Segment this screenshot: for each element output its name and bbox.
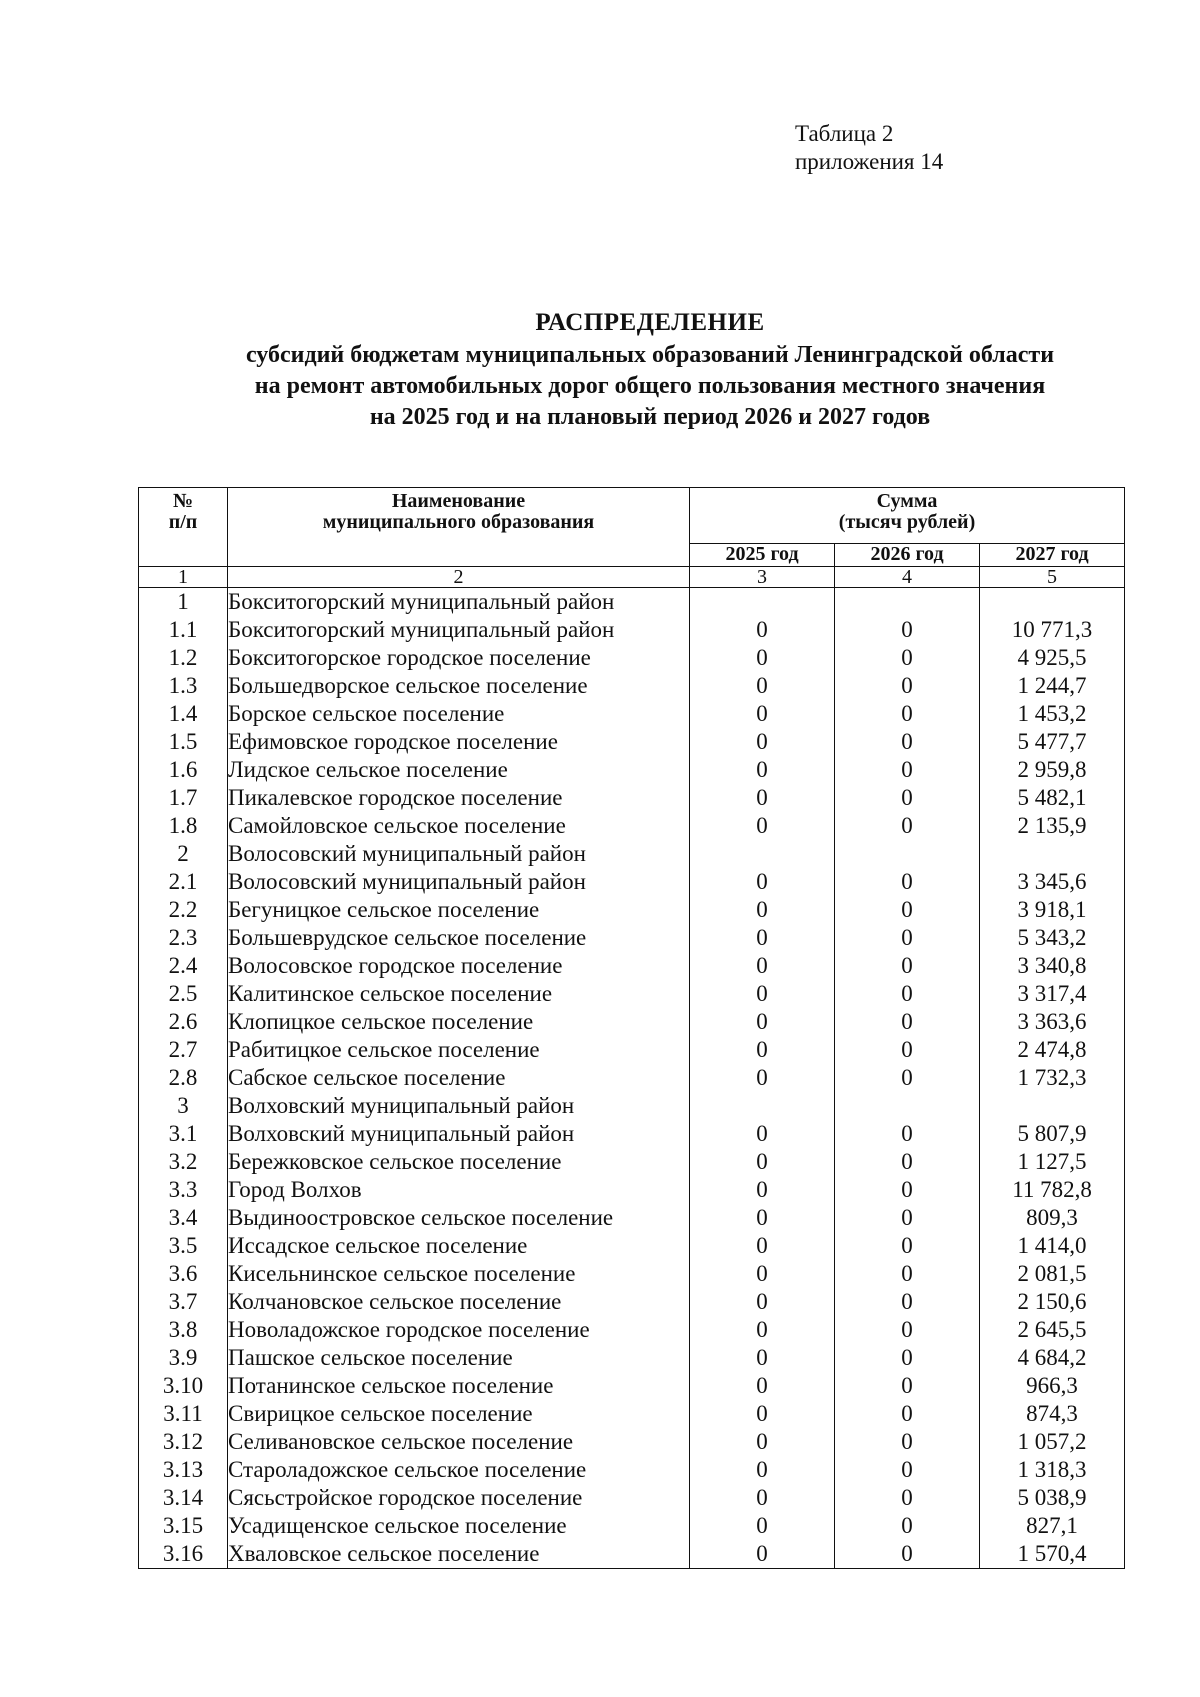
row-name: Ефимовское городское поселение bbox=[228, 728, 690, 756]
row-name: Кисельнинское сельское поселение bbox=[228, 1260, 690, 1288]
row-number: 1.6 bbox=[139, 756, 228, 784]
row-value-2027: 809,3 bbox=[980, 1204, 1125, 1232]
table-row bbox=[139, 1484, 1125, 1512]
row-value-2027: 4 925,5 bbox=[980, 644, 1125, 672]
row-name: Клопицкое сельское поселение bbox=[228, 1008, 690, 1036]
row-value-2025: 0 bbox=[690, 1120, 835, 1148]
row-number: 2.8 bbox=[139, 1064, 228, 1092]
row-number: 3 bbox=[139, 1092, 228, 1120]
row-number: 3.11 bbox=[139, 1400, 228, 1428]
table-row bbox=[139, 1064, 1125, 1092]
row-number: 3.8 bbox=[139, 1316, 228, 1344]
row-number: 1.5 bbox=[139, 728, 228, 756]
row-value-2026: 0 bbox=[835, 1064, 980, 1092]
table-row bbox=[139, 1092, 1125, 1120]
row-number: 3.16 bbox=[139, 1540, 228, 1569]
row-value-2025: 0 bbox=[690, 616, 835, 644]
row-name: Волосовский муниципальный район bbox=[228, 840, 690, 868]
row-value-2027: 5 038,9 bbox=[980, 1484, 1125, 1512]
table-row bbox=[139, 784, 1125, 812]
row-number: 3.7 bbox=[139, 1288, 228, 1316]
row-name: Колчановское сельское поселение bbox=[228, 1288, 690, 1316]
row-number: 2.2 bbox=[139, 896, 228, 924]
row-value-2025: 0 bbox=[690, 952, 835, 980]
row-value-2027: 1 057,2 bbox=[980, 1428, 1125, 1456]
row-name: Сясьстройское городское поселение bbox=[228, 1484, 690, 1512]
row-number: 3.15 bbox=[139, 1512, 228, 1540]
table-row bbox=[139, 588, 1125, 617]
row-value-2026: 0 bbox=[835, 1148, 980, 1176]
row-value-2026: 0 bbox=[835, 980, 980, 1008]
row-value-2025: 0 bbox=[690, 1540, 835, 1569]
row-value-2027: 4 684,2 bbox=[980, 1344, 1125, 1372]
row-value-2027: 5 477,7 bbox=[980, 728, 1125, 756]
table-row bbox=[139, 1456, 1125, 1484]
row-value-2027: 1 127,5 bbox=[980, 1148, 1125, 1176]
row-value-2027: 1 453,2 bbox=[980, 700, 1125, 728]
table-row bbox=[139, 952, 1125, 980]
header-year-2026: 2026 год bbox=[835, 544, 980, 567]
row-name: Староладожское сельское поселение bbox=[228, 1456, 690, 1484]
row-name: Пашское сельское поселение bbox=[228, 1344, 690, 1372]
row-value-2026: 0 bbox=[835, 1316, 980, 1344]
row-value-2027: 1 414,0 bbox=[980, 1232, 1125, 1260]
row-value-2025: 0 bbox=[690, 728, 835, 756]
row-number: 3.10 bbox=[139, 1372, 228, 1400]
heading-line-3: на 2025 год и на плановый период 2026 и 2027 годов bbox=[369, 404, 931, 430]
table-row bbox=[139, 644, 1125, 672]
row-value-2025: 0 bbox=[690, 1344, 835, 1372]
table-row bbox=[139, 1512, 1125, 1540]
row-value-2026: 0 bbox=[835, 1344, 980, 1372]
row-value-2027 bbox=[980, 1092, 1125, 1120]
row-value-2025: 0 bbox=[690, 784, 835, 812]
row-name: Город Волхов bbox=[228, 1176, 690, 1204]
row-value-2027: 10 771,3 bbox=[980, 616, 1125, 644]
table-row bbox=[139, 1036, 1125, 1064]
row-name: Свирицкое сельское поселение bbox=[228, 1400, 690, 1428]
table-row bbox=[139, 672, 1125, 700]
row-value-2026: 0 bbox=[835, 1540, 980, 1569]
row-name: Лидское сельское поселение bbox=[228, 756, 690, 784]
row-name: Бережковское сельское поселение bbox=[228, 1148, 690, 1176]
row-value-2025: 0 bbox=[690, 1064, 835, 1092]
row-name: Новоладожское городское поселение bbox=[228, 1316, 690, 1344]
row-value-2026: 0 bbox=[835, 1288, 980, 1316]
row-value-2025: 0 bbox=[690, 1372, 835, 1400]
row-value-2027: 1 570,4 bbox=[980, 1540, 1125, 1569]
row-number: 1.1 bbox=[139, 616, 228, 644]
table-row bbox=[139, 1120, 1125, 1148]
table-row bbox=[139, 756, 1125, 784]
row-value-2025 bbox=[690, 840, 835, 868]
row-value-2026: 0 bbox=[835, 1176, 980, 1204]
row-value-2026: 0 bbox=[835, 812, 980, 840]
header-number: № п/п bbox=[139, 488, 228, 567]
row-name: Бокситогорское городское поселение bbox=[228, 644, 690, 672]
row-number: 3.4 bbox=[139, 1204, 228, 1232]
row-number: 3.3 bbox=[139, 1176, 228, 1204]
row-value-2025: 0 bbox=[690, 1008, 835, 1036]
table-row bbox=[139, 924, 1125, 952]
row-value-2027: 3 317,4 bbox=[980, 980, 1125, 1008]
row-value-2026: 0 bbox=[835, 784, 980, 812]
row-value-2027 bbox=[980, 840, 1125, 868]
row-value-2026: 0 bbox=[835, 868, 980, 896]
row-value-2025: 0 bbox=[690, 980, 835, 1008]
row-value-2026: 0 bbox=[835, 1232, 980, 1260]
row-number: 3.2 bbox=[139, 1148, 228, 1176]
table-row bbox=[139, 1316, 1125, 1344]
row-value-2025: 0 bbox=[690, 672, 835, 700]
column-number-2: 2 bbox=[228, 567, 690, 588]
row-value-2026: 0 bbox=[835, 644, 980, 672]
row-name: Бокситогорский муниципальный район bbox=[228, 616, 690, 644]
row-value-2027: 2 081,5 bbox=[980, 1260, 1125, 1288]
row-number: 3.1 bbox=[139, 1120, 228, 1148]
row-number: 2.7 bbox=[139, 1036, 228, 1064]
row-name: Выдиноостровское сельское поселение bbox=[228, 1204, 690, 1232]
row-name: Большеврудское сельское поселение bbox=[228, 924, 690, 952]
row-value-2025: 0 bbox=[690, 1316, 835, 1344]
row-value-2025: 0 bbox=[690, 1260, 835, 1288]
row-number: 3.14 bbox=[139, 1484, 228, 1512]
row-name: Калитинское сельское поселение bbox=[228, 980, 690, 1008]
row-value-2025: 0 bbox=[690, 896, 835, 924]
row-value-2027: 2 645,5 bbox=[980, 1316, 1125, 1344]
row-value-2025: 0 bbox=[690, 756, 835, 784]
row-value-2025: 0 bbox=[690, 812, 835, 840]
row-name: Бокситогорский муниципальный район bbox=[228, 588, 690, 617]
appendix-number: приложения 14 bbox=[795, 149, 944, 174]
row-value-2027: 5 343,2 bbox=[980, 924, 1125, 952]
table-row bbox=[139, 616, 1125, 644]
row-value-2027: 2 474,8 bbox=[980, 1036, 1125, 1064]
row-value-2026: 0 bbox=[835, 616, 980, 644]
row-value-2025: 0 bbox=[690, 1148, 835, 1176]
row-value-2025: 0 bbox=[690, 1428, 835, 1456]
row-number: 2 bbox=[139, 840, 228, 868]
row-value-2025: 0 bbox=[690, 868, 835, 896]
table-row bbox=[139, 1428, 1125, 1456]
row-name: Потанинское сельское поселение bbox=[228, 1372, 690, 1400]
row-number: 3.13 bbox=[139, 1456, 228, 1484]
row-value-2025: 0 bbox=[690, 1400, 835, 1428]
table-row bbox=[139, 896, 1125, 924]
column-number-1: 1 bbox=[139, 567, 228, 588]
row-value-2027: 11 782,8 bbox=[980, 1176, 1125, 1204]
heading-line-1: субсидий бюджетам муниципальных образований Ленинградской области bbox=[245, 342, 1055, 368]
row-value-2025: 0 bbox=[690, 1036, 835, 1064]
column-number-5: 5 bbox=[980, 567, 1125, 588]
row-value-2025: 0 bbox=[690, 1456, 835, 1484]
row-number: 2.3 bbox=[139, 924, 228, 952]
row-value-2027: 1 318,3 bbox=[980, 1456, 1125, 1484]
row-name: Иссадское сельское поселение bbox=[228, 1232, 690, 1260]
row-value-2026: 0 bbox=[835, 672, 980, 700]
header-year-2025: 2025 год bbox=[690, 544, 835, 567]
row-number: 2.6 bbox=[139, 1008, 228, 1036]
row-name: Хваловское сельское поселение bbox=[228, 1540, 690, 1569]
table-row bbox=[139, 1288, 1125, 1316]
row-number: 3.6 bbox=[139, 1260, 228, 1288]
row-value-2027: 3 340,8 bbox=[980, 952, 1125, 980]
row-number: 1.7 bbox=[139, 784, 228, 812]
row-number: 2.1 bbox=[139, 868, 228, 896]
row-name: Усадищенское сельское поселение bbox=[228, 1512, 690, 1540]
row-value-2027: 827,1 bbox=[980, 1512, 1125, 1540]
table-row bbox=[139, 1176, 1125, 1204]
row-value-2026: 0 bbox=[835, 952, 980, 980]
table-row bbox=[139, 1232, 1125, 1260]
row-value-2025: 0 bbox=[690, 924, 835, 952]
table-row bbox=[139, 1204, 1125, 1232]
table-row bbox=[139, 728, 1125, 756]
row-number: 1.4 bbox=[139, 700, 228, 728]
row-name: Самойловское сельское поселение bbox=[228, 812, 690, 840]
table-row bbox=[139, 1260, 1125, 1288]
row-value-2026: 0 bbox=[835, 896, 980, 924]
table-row bbox=[139, 980, 1125, 1008]
row-value-2026: 0 bbox=[835, 924, 980, 952]
table-number: Таблица 2 bbox=[795, 121, 894, 146]
row-value-2026: 0 bbox=[835, 1400, 980, 1428]
row-number: 1.2 bbox=[139, 644, 228, 672]
column-number-3: 3 bbox=[690, 567, 835, 588]
row-value-2027: 3 363,6 bbox=[980, 1008, 1125, 1036]
row-value-2027: 5 807,9 bbox=[980, 1120, 1125, 1148]
row-value-2026 bbox=[835, 840, 980, 868]
row-value-2027: 1 732,3 bbox=[980, 1064, 1125, 1092]
row-value-2027: 3 345,6 bbox=[980, 868, 1125, 896]
row-name: Бегуницкое сельское поселение bbox=[228, 896, 690, 924]
row-name: Пикалевское городское поселение bbox=[228, 784, 690, 812]
row-value-2026 bbox=[835, 1092, 980, 1120]
row-name: Волосовское городское поселение bbox=[228, 952, 690, 980]
row-value-2025: 0 bbox=[690, 1512, 835, 1540]
table-row bbox=[139, 812, 1125, 840]
row-value-2027: 1 244,7 bbox=[980, 672, 1125, 700]
row-value-2026: 0 bbox=[835, 1036, 980, 1064]
row-value-2025: 0 bbox=[690, 1232, 835, 1260]
row-value-2026: 0 bbox=[835, 1120, 980, 1148]
row-value-2027: 2 135,9 bbox=[980, 812, 1125, 840]
row-number: 3.5 bbox=[139, 1232, 228, 1260]
table-row bbox=[139, 1540, 1125, 1569]
row-name: Большедворское сельское поселение bbox=[228, 672, 690, 700]
column-number-4: 4 bbox=[835, 567, 980, 588]
row-name: Борское сельское поселение bbox=[228, 700, 690, 728]
row-number: 1.3 bbox=[139, 672, 228, 700]
row-value-2027: 5 482,1 bbox=[980, 784, 1125, 812]
table-row bbox=[139, 868, 1125, 896]
document-title: РАСПРЕДЕЛЕНИЕ bbox=[535, 309, 765, 336]
row-name: Селивановское сельское поселение bbox=[228, 1428, 690, 1456]
row-name: Сабское сельское поселение bbox=[228, 1064, 690, 1092]
row-name: Волосовский муниципальный район bbox=[228, 868, 690, 896]
row-value-2025: 0 bbox=[690, 1204, 835, 1232]
heading-line-2: на ремонт автомобильных дорог общего пользования местного значения bbox=[254, 373, 1046, 399]
row-value-2026: 0 bbox=[835, 728, 980, 756]
row-value-2026: 0 bbox=[835, 1512, 980, 1540]
table-row bbox=[139, 1372, 1125, 1400]
row-number: 2.5 bbox=[139, 980, 228, 1008]
row-name: Волховский муниципальный район bbox=[228, 1120, 690, 1148]
document-reference bbox=[795, 120, 943, 176]
row-value-2026 bbox=[835, 588, 980, 617]
table-row bbox=[139, 1400, 1125, 1428]
row-number: 2.4 bbox=[139, 952, 228, 980]
table-body bbox=[139, 588, 1125, 1569]
row-number: 1.8 bbox=[139, 812, 228, 840]
table-row bbox=[139, 840, 1125, 868]
row-value-2026: 0 bbox=[835, 1428, 980, 1456]
row-value-2027: 3 918,1 bbox=[980, 896, 1125, 924]
row-value-2027 bbox=[980, 588, 1125, 617]
table-row bbox=[139, 700, 1125, 728]
distribution-table bbox=[138, 487, 1125, 1569]
row-value-2026: 0 bbox=[835, 1204, 980, 1232]
row-value-2025: 0 bbox=[690, 1176, 835, 1204]
row-value-2025: 0 bbox=[690, 1288, 835, 1316]
header-name: Наименование муниципального образования bbox=[228, 488, 690, 567]
row-value-2025: 0 bbox=[690, 700, 835, 728]
row-value-2027: 874,3 bbox=[980, 1400, 1125, 1428]
row-value-2027: 2 959,8 bbox=[980, 756, 1125, 784]
row-value-2025 bbox=[690, 588, 835, 617]
table-row bbox=[139, 1008, 1125, 1036]
row-number: 1 bbox=[139, 588, 228, 617]
document-heading bbox=[140, 306, 1160, 433]
row-value-2026: 0 bbox=[835, 1484, 980, 1512]
header-sum: Сумма (тысяч рублей) bbox=[690, 488, 1125, 544]
table-row bbox=[139, 1344, 1125, 1372]
row-value-2026: 0 bbox=[835, 1260, 980, 1288]
row-value-2026: 0 bbox=[835, 1372, 980, 1400]
row-value-2027: 966,3 bbox=[980, 1372, 1125, 1400]
row-value-2025: 0 bbox=[690, 644, 835, 672]
row-number: 3.12 bbox=[139, 1428, 228, 1456]
row-value-2027: 2 150,6 bbox=[980, 1288, 1125, 1316]
row-name: Рабитицкое сельское поселение bbox=[228, 1036, 690, 1064]
row-value-2026: 0 bbox=[835, 1456, 980, 1484]
row-number: 3.9 bbox=[139, 1344, 228, 1372]
row-value-2026: 0 bbox=[835, 1008, 980, 1036]
row-value-2026: 0 bbox=[835, 700, 980, 728]
header-year-2027: 2027 год bbox=[980, 544, 1125, 567]
row-value-2025 bbox=[690, 1092, 835, 1120]
row-value-2025: 0 bbox=[690, 1484, 835, 1512]
row-name: Волховский муниципальный район bbox=[228, 1092, 690, 1120]
row-value-2026: 0 bbox=[835, 756, 980, 784]
table-row bbox=[139, 1148, 1125, 1176]
